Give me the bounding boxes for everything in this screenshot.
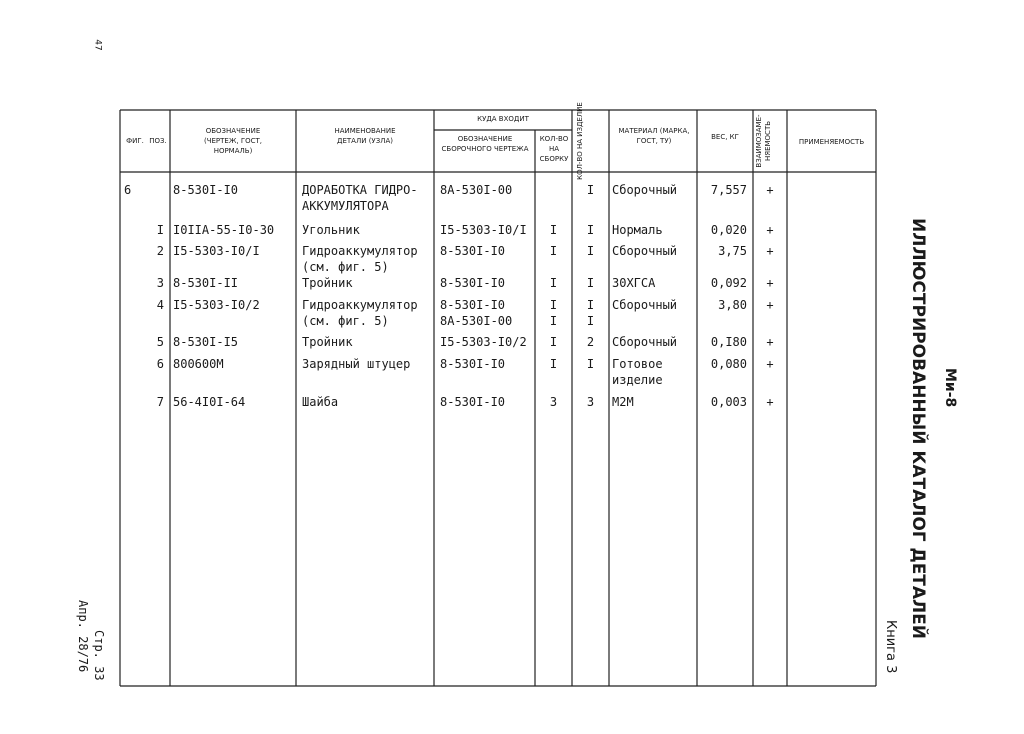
cell-mat: Нормаль (612, 223, 663, 237)
cell-qp: I (586, 357, 595, 371)
cell-weight: 0,003 (710, 395, 747, 409)
cell-pos: 7 (156, 395, 164, 409)
cell-designation: 800600М (173, 357, 224, 371)
cell-qa: I (549, 357, 558, 371)
cell-qp: I (586, 223, 595, 237)
cell-asm: 8-530I-I0 (440, 357, 506, 371)
catalog-title: ИЛЛЮСТРИРОВАННЫЙ КАТАЛОГ ДЕТАЛЕЙ (908, 218, 928, 640)
cell-designation: I5-5303-I0/I (173, 244, 260, 258)
cell-designation: 8-530I-I5 (173, 335, 239, 349)
cell-weight: 3,80 (718, 298, 747, 312)
cell-asm: 8-530I-I0 (440, 298, 506, 312)
cell-inter: + (766, 276, 774, 290)
cell-mat: Сборочный (612, 298, 678, 312)
cell-weight: 0,080 (710, 357, 747, 371)
header-pos: ПОЗ. (149, 137, 167, 145)
cell-name: АККУМУЛЯТОРА (302, 199, 389, 213)
cell-designation: I5-5303-I0/2 (173, 298, 260, 312)
cell-qa: I (549, 314, 558, 328)
cell-qp: I (586, 276, 595, 290)
header-weight: ВЕС, КГ (711, 133, 739, 141)
cell-asm: 8-530I-I0 (440, 276, 506, 290)
cell-inter: + (766, 335, 774, 349)
cell-name: (см. фиг. 5) (302, 314, 389, 328)
cell-pos: 5 (156, 335, 164, 349)
header-interchangeability: ВЗАИМОЗАМЕ-НЯЕМОСТЬ (755, 114, 772, 168)
header-qty-per-assembly: КОЛ-ВО НА СБОРКУ (539, 135, 569, 163)
cell-qp: I (586, 244, 595, 258)
cell-pos: 6 (156, 357, 164, 371)
header-qty-per-product: КОЛ-ВО НА ИЗДЕЛИЕ (576, 102, 584, 180)
cell-inter: + (766, 298, 774, 312)
cell-mat: Сборочный (612, 244, 678, 258)
cell-qa: I (549, 335, 558, 349)
cell-qa: I (549, 244, 558, 258)
cell-weight: 0,020 (710, 223, 747, 237)
cell-qp: I (586, 298, 595, 312)
header-fig: ФИГ. (126, 137, 144, 145)
cell-mat: изделие (612, 373, 663, 387)
cell-mat: 30ХГСА (612, 276, 656, 290)
cell-qa: I (549, 298, 558, 312)
cell-name: Гидроаккумулятор (302, 244, 418, 258)
cell-qa: 3 (549, 395, 558, 409)
cell-pos: 2 (156, 244, 164, 258)
header-applicability: ПРИМЕНЯЕМОСТЬ (798, 138, 865, 146)
page-number: Стр. 33 (92, 630, 106, 681)
cell-weight: 3,75 (718, 244, 747, 258)
cell-pos: 3 (156, 276, 164, 290)
cell-pos: I (156, 223, 164, 237)
cell-name: Тройник (302, 335, 353, 349)
header-material: МАТЕРИАЛ (МАРКА, ГОСТ, ТУ) (618, 127, 690, 145)
cell-designation: 8-530I-II (173, 276, 239, 290)
cell-inter: + (766, 357, 774, 371)
cell-name: Зарядный штуцер (302, 357, 411, 371)
cell-weight: 0,I80 (710, 335, 747, 349)
cell-asm: 8-530I-I0 (440, 244, 506, 258)
cell-qp: I (586, 183, 595, 197)
cell-inter: + (766, 223, 774, 237)
header-assembly-designation: ОБОЗНАЧЕНИЕ СБОРОЧНОГО ЧЕРТЕЖА (441, 135, 529, 153)
cell-inter: + (766, 395, 774, 409)
page-mark: 47 (92, 39, 103, 51)
cell-asm: 8А-530I-00 (440, 183, 513, 197)
cell-qa: I (549, 276, 558, 290)
cell-designation: 8-530I-I0 (173, 183, 239, 197)
approval-date: Апр. 28/76 (76, 600, 90, 673)
cell-pos: 4 (156, 298, 164, 312)
cell-mat: Сборочный (612, 183, 678, 197)
cell-name: (см. фиг. 5) (302, 260, 389, 274)
book-number: Книга 3 (883, 620, 898, 674)
cell-asm: 8А-530I-00 (440, 314, 513, 328)
cell-designation: 56-4I0I-64 (173, 395, 246, 409)
catalog-code: Ми-8 (942, 368, 958, 408)
cell-designation: I0IIА-55-I0-30 (173, 223, 275, 237)
cell-asm: I5-5303-I0/I (440, 223, 527, 237)
cell-name: Угольник (302, 223, 360, 237)
cell-asm: I5-5303-I0/2 (440, 335, 527, 349)
header-name: НАИМЕНОВАНИЕ ДЕТАЛИ (УЗЛА) (334, 127, 396, 145)
cell-weight: 7,557 (710, 183, 747, 197)
cell-mat: Сборочный (612, 335, 678, 349)
cell-qp: I (586, 314, 595, 328)
header-where-used: КУДА ВХОДИТ (477, 115, 529, 123)
cell-asm: 8-530I-I0 (440, 395, 506, 409)
cell-name: ДОРАБОТКА ГИДРО- (302, 183, 418, 197)
cell-name: Шайба (302, 395, 339, 409)
cell-mat: М2М (612, 395, 634, 409)
cell-inter: + (766, 244, 774, 258)
cell-name: Гидроаккумулятор (302, 298, 418, 312)
cell-mat: Готовое (612, 357, 663, 371)
cell-fig: 6 (124, 183, 132, 197)
cell-inter: + (766, 183, 774, 197)
cell-qa: I (549, 223, 558, 237)
cell-qp: 3 (586, 395, 595, 409)
cell-qp: 2 (586, 335, 595, 349)
cell-name: Тройник (302, 276, 353, 290)
cell-weight: 0,092 (710, 276, 747, 290)
header-designation: ОБОЗНАЧЕНИЕ (ЧЕРТЕЖ, ГОСТ, НОРМАЛЬ) (203, 127, 263, 155)
